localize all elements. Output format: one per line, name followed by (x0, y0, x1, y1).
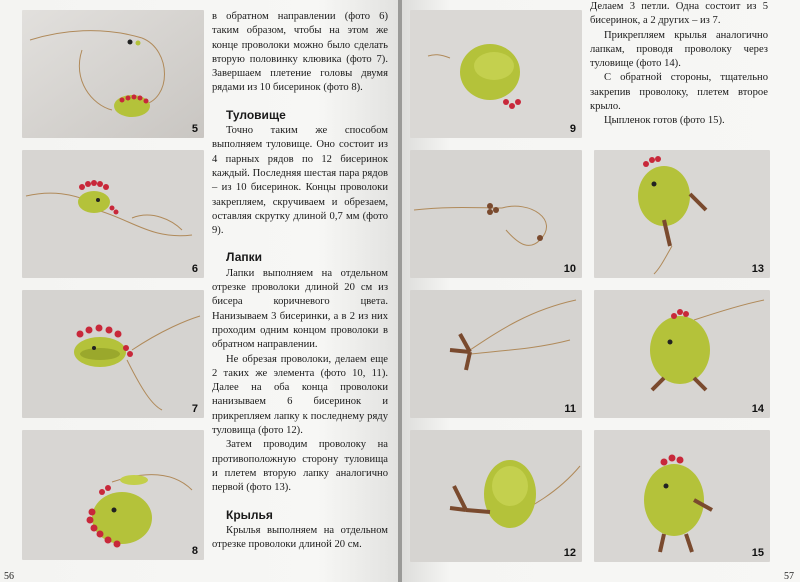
photo-label: 11 (564, 403, 576, 415)
paragraph: Не обрезая проволоки, делаем еще 2 таких же элемента (фото 10, 11). Далее на оба конца проволоки нанизываем 6 бисеринок и прикрепляем лапку к последнему ряду туловища (фото 12). (212, 353, 388, 437)
left-text-column (212, 10, 388, 552)
left-page (0, 0, 398, 582)
right-text-column (590, 0, 768, 129)
section-heading-legs: Лапки (226, 250, 263, 265)
photo-5 (22, 10, 204, 138)
photo-label: 10 (563, 263, 576, 275)
photo-15 (594, 430, 770, 562)
photo-label: 15 (751, 547, 764, 559)
paragraph: Лапки выполняем на отдельном отрезке проволоки длиной 20 см из бисера коричневого цвета. Нанизываем 3 бисеринки, а в 2 из них проходим одним концом проволоки в обратном направлении. (212, 267, 388, 351)
photo-label: 14 (751, 403, 764, 415)
photo-9 (410, 10, 582, 138)
paragraph: Делаем 3 петли. Одна состоит из 5 бисеринок, а 2 других – из 7. (590, 1, 768, 27)
page-number-left: 56 (4, 571, 14, 582)
photo-label: 8 (191, 545, 198, 557)
photo-label: 5 (191, 123, 198, 135)
photo-label: 7 (191, 403, 198, 415)
photo-14 (594, 290, 770, 418)
photo-7 (22, 290, 204, 418)
photo-label: 12 (563, 547, 576, 559)
photo-6 (22, 150, 204, 278)
photo-11 (410, 290, 582, 418)
photo-8 (22, 430, 204, 560)
page-number-right: 57 (784, 571, 794, 582)
paragraph: Точно таким же способом выполняем туловище. Оно состоит из 4 парных рядов по 12 бисеринок каждый. Последняя шестая пара рядов – из 10 бисеринок. Концы проволоки закрепляем, скручиваем и обрезаем, оставляя скрутку длиной 0,7 мм (фото 9). (212, 125, 388, 237)
photo-10 (410, 150, 582, 278)
paragraph: С обратной стороны, тщательно закрепив проволоку, плетем второе крыло. (590, 72, 768, 113)
photo-label: 9 (569, 123, 576, 135)
paragraph: Крылья выполняем на отдельном отрезке проволоки длиной 20 см. (212, 524, 388, 551)
photo-label: 6 (191, 263, 198, 275)
intro-paragraph: в обратном направлении (фото 6) таким образом, чтобы на этом же конце проволоки можно было сделать вторую половинку клювика (фото 7). Завершаем плетение головы двумя рядами из 10 бисеринок (фото 8). (212, 11, 388, 94)
photo-13 (594, 150, 770, 278)
photo-12 (410, 430, 582, 562)
paragraph: Цыпленок готов (фото 15). (604, 115, 725, 127)
right-page (402, 0, 800, 582)
section-heading-body: Туловище (226, 107, 286, 122)
section-heading-wings: Крылья (226, 507, 273, 522)
paragraph: Затем проводим проволоку на противоположную сторону туловища и плетем вторую лапку аналогично первой (фото 13). (212, 439, 388, 494)
photo-label: 13 (751, 263, 764, 275)
paragraph: Прикрепляем крылья аналогично лапкам, проводя проволоку через туловище (фото 14). (590, 29, 768, 70)
